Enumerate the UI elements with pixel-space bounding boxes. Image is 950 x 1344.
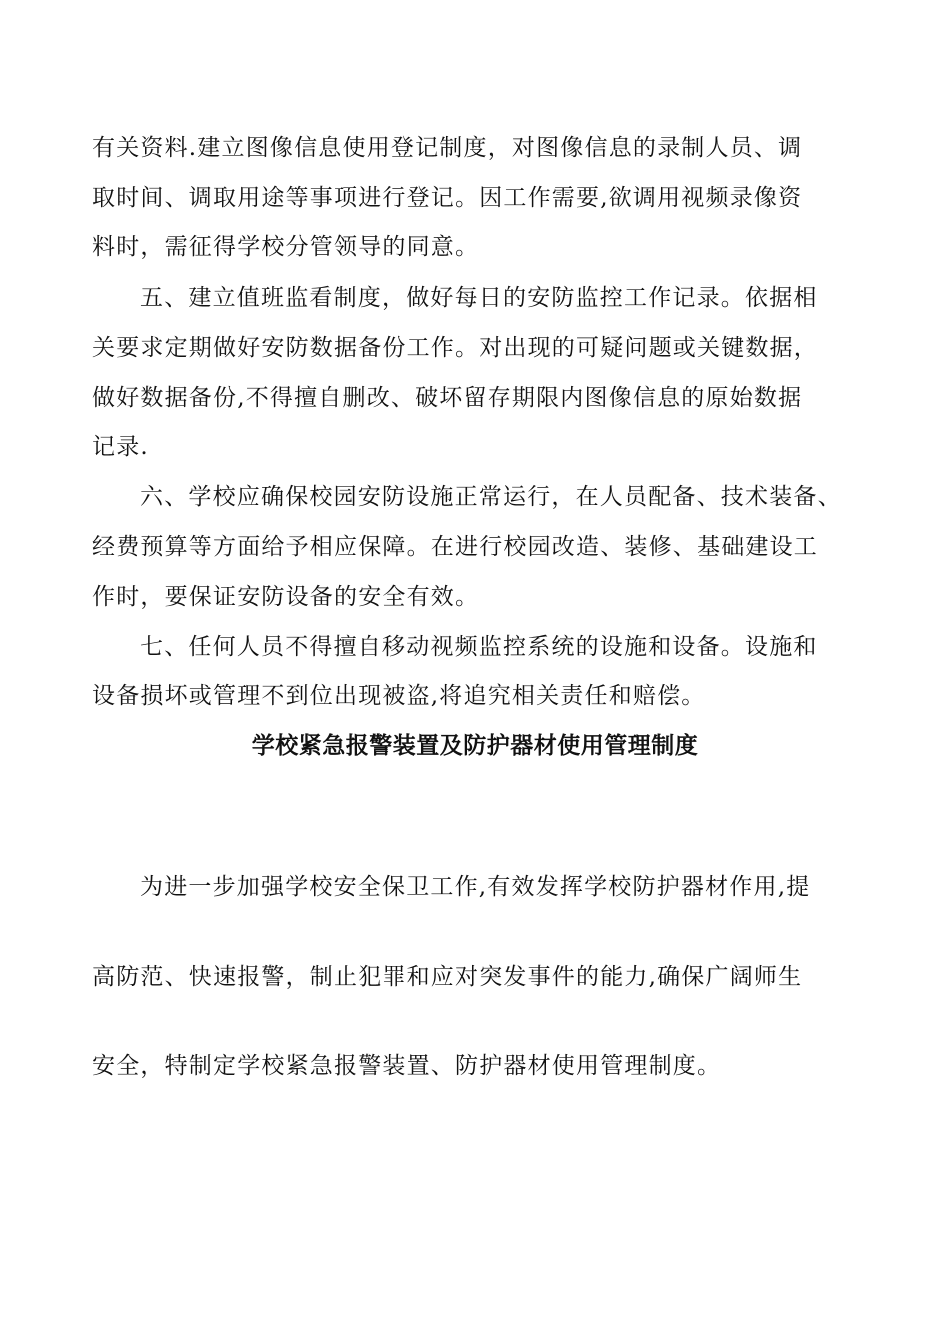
paragraph-line: 取时间、调取用途等事项进行登记。因工作需要,欲调用视频录像资 <box>92 185 803 211</box>
paragraph-line: 六、学校应确保校园安防设施正常运行，在人员配备、技术装备、 <box>140 484 842 510</box>
paragraph-line: 记录. <box>92 434 149 460</box>
paragraph-line: 五、建立值班监看制度，做好每日的安防监控工作记录。依据相 <box>140 285 818 311</box>
paragraph-line: 经费预算等方面给予相应保障。在进行校园改造、装修、基础建设工 <box>92 534 818 560</box>
section-title: 学校紧急报警装置及防护器材使用管理制度 <box>251 733 699 759</box>
paragraph-line: 为进一步加强学校安全保卫工作,有效发挥学校防护器材作用,提 <box>140 874 811 900</box>
paragraph-line: 高防范、快速报警，制止犯罪和应对突发事件的能力,确保广阔师生 <box>92 964 803 990</box>
paragraph-line: 安全，特制定学校紧急报警装置、防护器材使用管理制度。 <box>92 1053 722 1079</box>
paragraph-line: 做好数据备份,不得擅自删改、破坏留存期限内图像信息的原始数据 <box>92 385 803 411</box>
paragraph-line: 七、任何人员不得擅自移动视频监控系统的设施和设备。设施和 <box>140 634 818 660</box>
paragraph-line: 作时，要保证安防设备的安全有效。 <box>92 584 480 610</box>
paragraph-line: 关要求定期做好安防数据备份工作。对出现的可疑问题或关键数据， <box>92 335 818 361</box>
paragraph-line: 有关资料.建立图像信息使用登记制度，对图像信息的录制人员、调 <box>92 135 803 161</box>
paragraph-line: 设备损坏或管理不到位出现被盗,将追究相关责任和赔偿。 <box>92 683 706 709</box>
paragraph-line: 料时，需征得学校分管领导的同意。 <box>92 234 480 260</box>
